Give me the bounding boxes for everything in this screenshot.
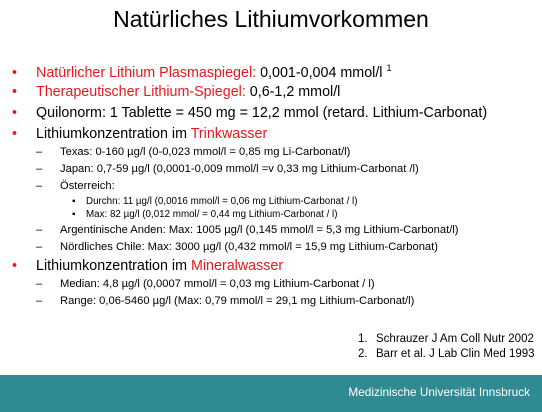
footer-institution: Medizinische Universität Innsbruck <box>348 385 530 399</box>
reference-text: Schrauzer J Am Coll Nutr 2002 <box>376 333 534 345</box>
austria-item-average <box>72 196 357 207</box>
reference-1 <box>358 333 534 345</box>
reference-number: 2. <box>358 348 368 360</box>
dash-marker: – <box>36 241 43 253</box>
drinking-text: Lithiumkonzentration im <box>36 126 191 142</box>
therapy-label: Therapeutischer Lithium-Spiegel: <box>36 84 246 100</box>
dash-marker: – <box>36 146 43 158</box>
bullet-mineral-water <box>12 258 283 274</box>
drinking-item-text: Nördliches Chile: Max: 3000 µg/l (0,432 mmol/l = 15,9 mg Lithium-Carbonat) <box>60 241 438 253</box>
drinking-item-text: Texas: 0-160 µg/l (0-0,023 mmol/l = 0,85 mg Li-Carbonat/l) <box>60 146 351 158</box>
slide-title: Natürliches Lithiumvorkommen <box>113 6 429 32</box>
bullet-therapy <box>12 84 340 100</box>
drinking-item-text: Argentinische Anden: Max: 1005 µg/l (0,145 mmol/l = 5,3 mg Lithium-Carbonat/l) <box>60 224 459 236</box>
therapy-value: 0,6-1,2 mmol/l <box>245 84 341 100</box>
bullet-marker: • <box>12 258 18 274</box>
mineral-text: Lithiumkonzentration im <box>36 258 191 274</box>
austria-item-text: Durchn: 11 µg/l (0,0016 mmol/l = 0,06 mg Lithium-Carbonat / l) <box>86 196 358 207</box>
plasma-value: 0,001-0,004 mmol/l <box>256 64 387 81</box>
plasma-footnote: 1 <box>386 63 392 73</box>
mineral-item-median <box>36 278 375 290</box>
drinking-item-text: Japan: 0,7-59 µg/l (0,0001-0,009 mmol/l =v 0,33 mg Lithium-Carbonat /l) <box>60 163 419 175</box>
drinking-item-chile <box>36 241 438 253</box>
quilonorm-text: Quilonorm: 1 Tablette = 450 mg = 12,2 mmol (retard. Lithium-Carbonat) <box>36 105 488 121</box>
mineral-item-text: Median: 4,8 µg/l (0,0007 mmol/l = 0,03 mg Lithium-Carbonat / l) <box>60 278 375 290</box>
dash-marker: – <box>36 295 43 307</box>
bullet-drinking-water <box>12 126 267 142</box>
mineral-item-range <box>36 295 414 307</box>
drinking-item-japan <box>36 163 419 175</box>
reference-number: 1. <box>358 333 368 345</box>
austria-item-max <box>72 209 338 220</box>
bullet-marker: • <box>12 126 18 142</box>
drinking-item-text: Österreich: <box>60 180 115 192</box>
dash-marker: – <box>36 180 43 192</box>
sub-marker: ▪ <box>72 209 76 220</box>
plasma-label: Natürlicher Lithium Plasmaspiegel: <box>36 64 257 81</box>
mineral-item-text: Range: 0,06-5460 µg/l (Max: 0,79 mmol/l = 29,1 mg Lithium-Carbonat/l) <box>60 295 415 307</box>
footer-bar <box>0 375 542 412</box>
sub-marker: ▪ <box>72 196 76 207</box>
bullet-plasma <box>12 63 391 81</box>
mineral-highlight: Mineralwasser <box>190 258 284 274</box>
bullet-marker: • <box>12 84 18 100</box>
reference-2 <box>358 348 535 360</box>
dash-marker: – <box>36 278 43 290</box>
drinking-item-austria <box>36 180 115 192</box>
bullet-marker: • <box>12 105 18 121</box>
drinking-item-argentina <box>36 224 459 236</box>
drinking-highlight: Trinkwasser <box>190 126 268 142</box>
drinking-item-texas <box>36 146 350 158</box>
dash-marker: – <box>36 163 43 175</box>
austria-item-text: Max: 82 µg/l (0,012 mmol/ = 0,44 mg Lithium-Carbonat / l) <box>86 209 338 220</box>
bullet-quilonorm <box>12 105 487 121</box>
bullet-marker: • <box>12 64 18 81</box>
reference-text: Barr et al. J Lab Clin Med 1993 <box>376 348 535 360</box>
dash-marker: – <box>36 224 43 236</box>
